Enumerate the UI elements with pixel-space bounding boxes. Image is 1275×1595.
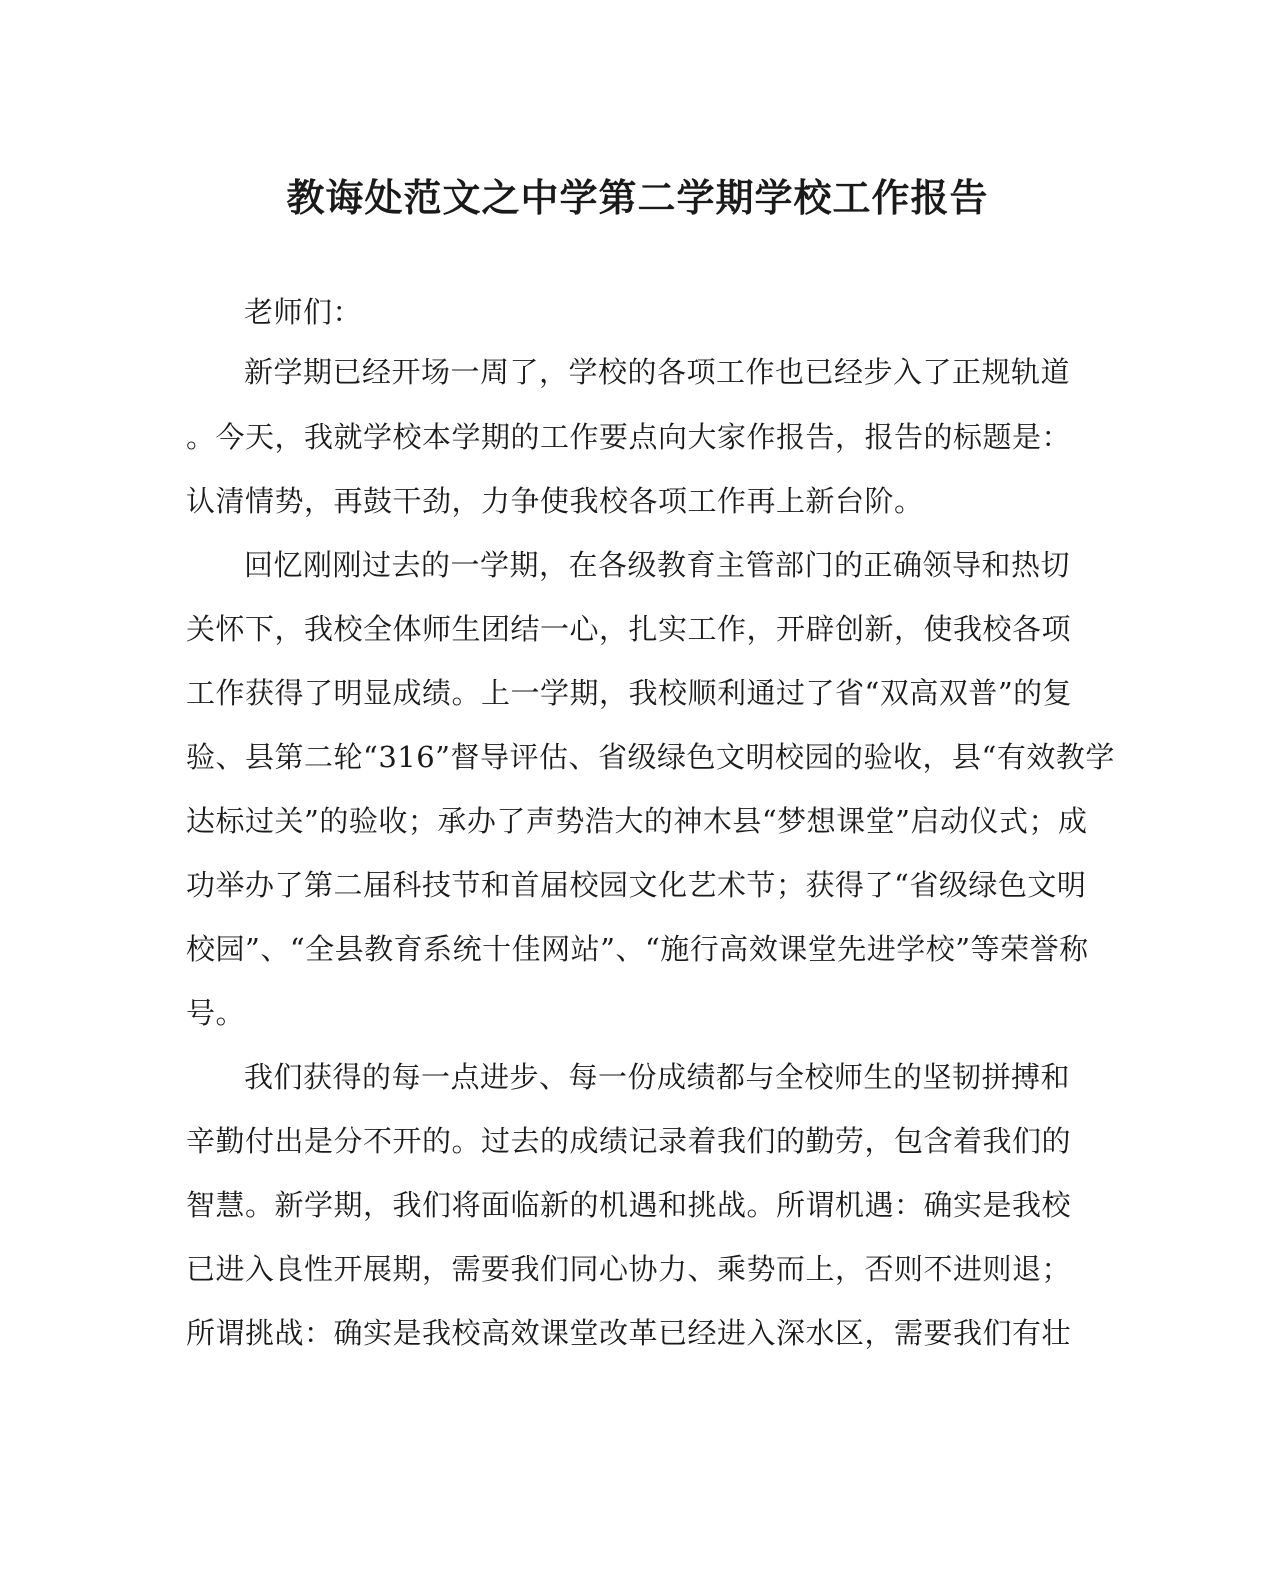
paragraph-3-line-5: 所谓挑战：确实是我校高效课堂改革已经进入深水区，需要我们有壮: [186, 1316, 1072, 1350]
paragraph-1-line-1: 新学期已经开场一周了，学校的各项工作也已经步入了正规轨道: [244, 355, 1071, 389]
paragraph-3-line-4: 已进入良性开展期，需要我们同心协力、乘势而上，否则不进则退；: [186, 1252, 1072, 1286]
document-title: 教诲处范文之中学第二学期学校工作报告: [286, 175, 989, 220]
paragraph-2-line-6: 功举办了第二届科技节和首届校园文化艺术节；获得了“省级绿色文明: [186, 868, 1087, 902]
paragraph-2-line-3: 工作获得了明显成绩。上一学期，我校顺利通过了省“双高双普”的复: [186, 676, 1073, 710]
paragraph-2-line-1: 回忆刚刚过去的一学期，在各级教育主管部门的正确领导和热切: [244, 548, 1071, 582]
paragraph-2-line-5: 达标过关”的验收；承办了声势浩大的神木县“梦想课堂”启动仪式；成: [186, 804, 1088, 838]
paragraph-3-line-2: 辛勤付出是分不开的。过去的成绩记录着我们的勤劳，包含着我们的: [186, 1124, 1072, 1158]
salutation-line: 老师们：: [244, 295, 363, 329]
paragraph-2-line-2: 关怀下，我校全体师生团结一心，扎实工作，开辟创新，使我校各项: [186, 612, 1072, 646]
paragraph-3-line-3: 智慧。新学期，我们将面临新的机遇和挑战。所谓机遇：确实是我校: [186, 1188, 1072, 1222]
paragraph-2-line-8: 号。: [186, 996, 246, 1030]
paragraph-3-line-1: 我们获得的每一点进步、每一份成绩都与全校师生的坚韧拼搏和: [244, 1060, 1071, 1094]
paragraph-1-line-2: 。今天，我就学校本学期的工作要点向大家作报告，报告的标题是：: [186, 420, 1072, 454]
paragraph-2-line-7: 校园”、“全县教育系统十佳网站”、“施行高效课堂先进学校”等荣誉称: [186, 932, 1089, 966]
paragraph-2-line-4: 验、县第二轮“316”督导评估、省级绿色文明校园的验收，县“有效教学: [186, 740, 1115, 774]
paragraph-1-line-3: 认清情势，再鼓干劲，力争使我校各项工作再上新台阶。: [186, 484, 924, 518]
